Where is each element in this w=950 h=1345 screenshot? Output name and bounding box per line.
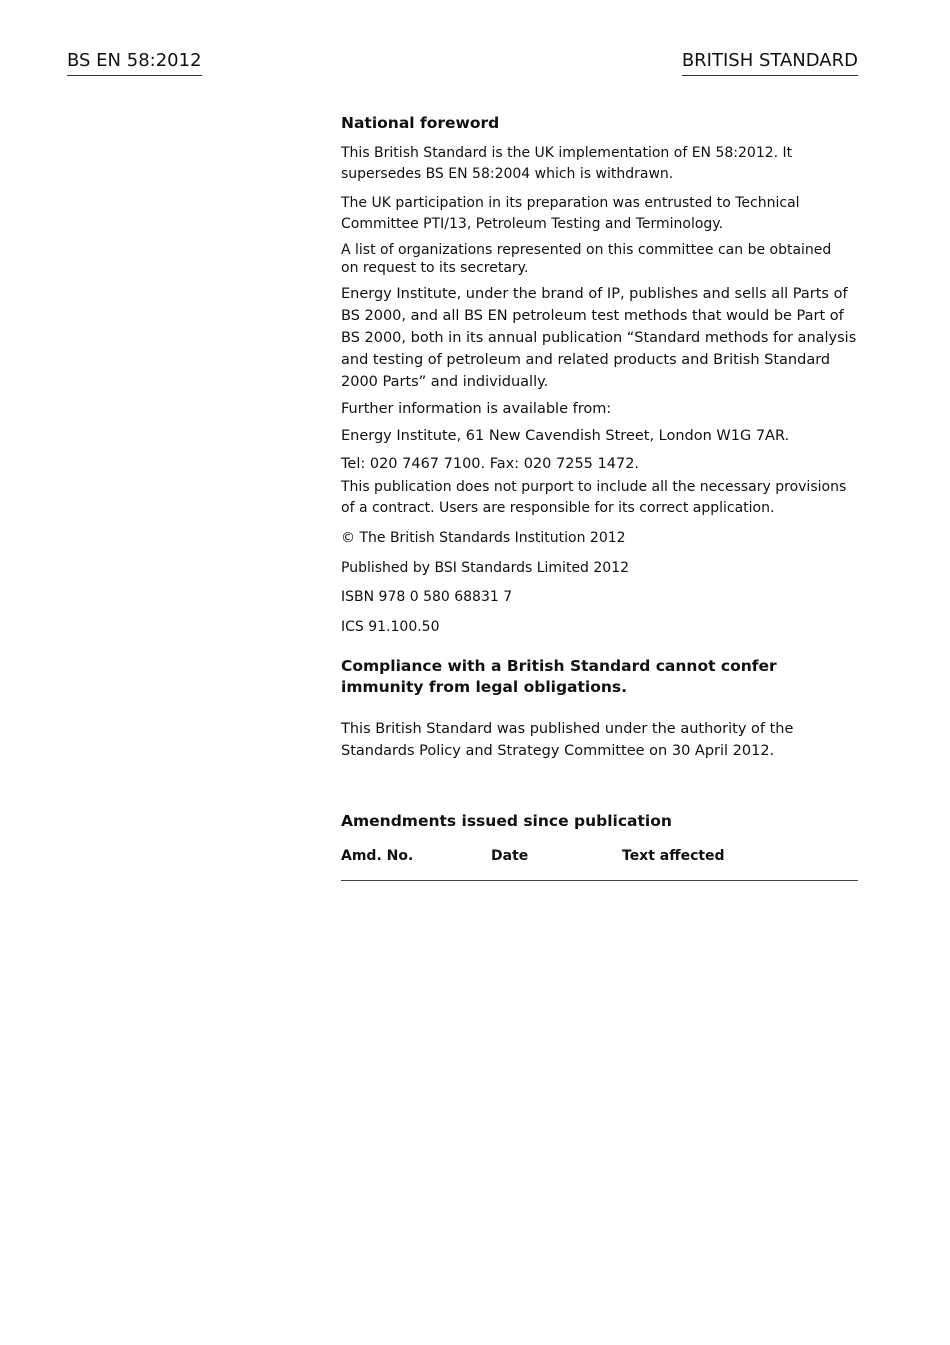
foreword-heading: National foreword: [341, 114, 500, 132]
authority-paragraph: This British Standard was published under the authority of the Standards Policy and Strategy Committee on 30 April 2012.: [341, 721, 794, 759]
organizations-line: A list of organizations represented on this committee can be obtained: [341, 242, 832, 258]
organizations-line: on request to its secretary.: [341, 260, 529, 276]
address-paragraph: Energy Institute, 61 New Cavendish Street, London W1G 7AR.: [341, 428, 790, 444]
amendments-table: [341, 846, 858, 881]
contact-paragraph: Tel: 020 7467 7100. Fax: 020 7255 1472.: [341, 456, 640, 472]
document-type: BRITISH STANDARD: [682, 50, 858, 76]
further-info-paragraph: Further information is available from:: [341, 401, 612, 417]
implementation-paragraph: This British Standard is the UK implementation of EN 58:2012. It supersedes BS EN 58:2004 which is withdrawn.: [341, 145, 793, 182]
participation-paragraph: The UK participation in its preparation was entrusted to Technical Committee PTI/13, Petroleum Testing and Terminology.: [341, 195, 800, 232]
amendments-heading: Amendments issued since publication: [341, 812, 672, 830]
amendment-number-header: Amd. No.: [341, 848, 414, 864]
energy-institute-paragraph: Energy Institute, under the brand of IP, publishes and sells all Parts of BS 2000, and all BS EN petroleum test methods that would be Part of BS 2000, both in its annual publication “Standard methods for analysis and testing of petroleum and related products and British Standard 2000 Parts” and individually.: [341, 286, 857, 390]
document-number: BS EN 58:2012: [67, 50, 202, 76]
text-affected-header: Text affected: [622, 848, 725, 864]
amendment-date-header: Date: [491, 848, 529, 864]
ics-code: ICS 91.100.50: [341, 619, 440, 635]
organizations-paragraph: [341, 241, 858, 277]
publisher-notice: Published by BSI Standards Limited 2012: [341, 560, 630, 576]
main-content: [341, 112, 858, 881]
copyright-notice: © The British Standards Institution 2012: [341, 530, 626, 546]
isbn: ISBN 978 0 580 68831 7: [341, 589, 513, 605]
disclaimer-paragraph: This publication does not purport to include all the necessary provisions of a contract. Users are responsible for its correct application.: [341, 479, 847, 516]
compliance-statement: Compliance with a British Standard cannot confer immunity from legal obligations.: [341, 657, 777, 696]
